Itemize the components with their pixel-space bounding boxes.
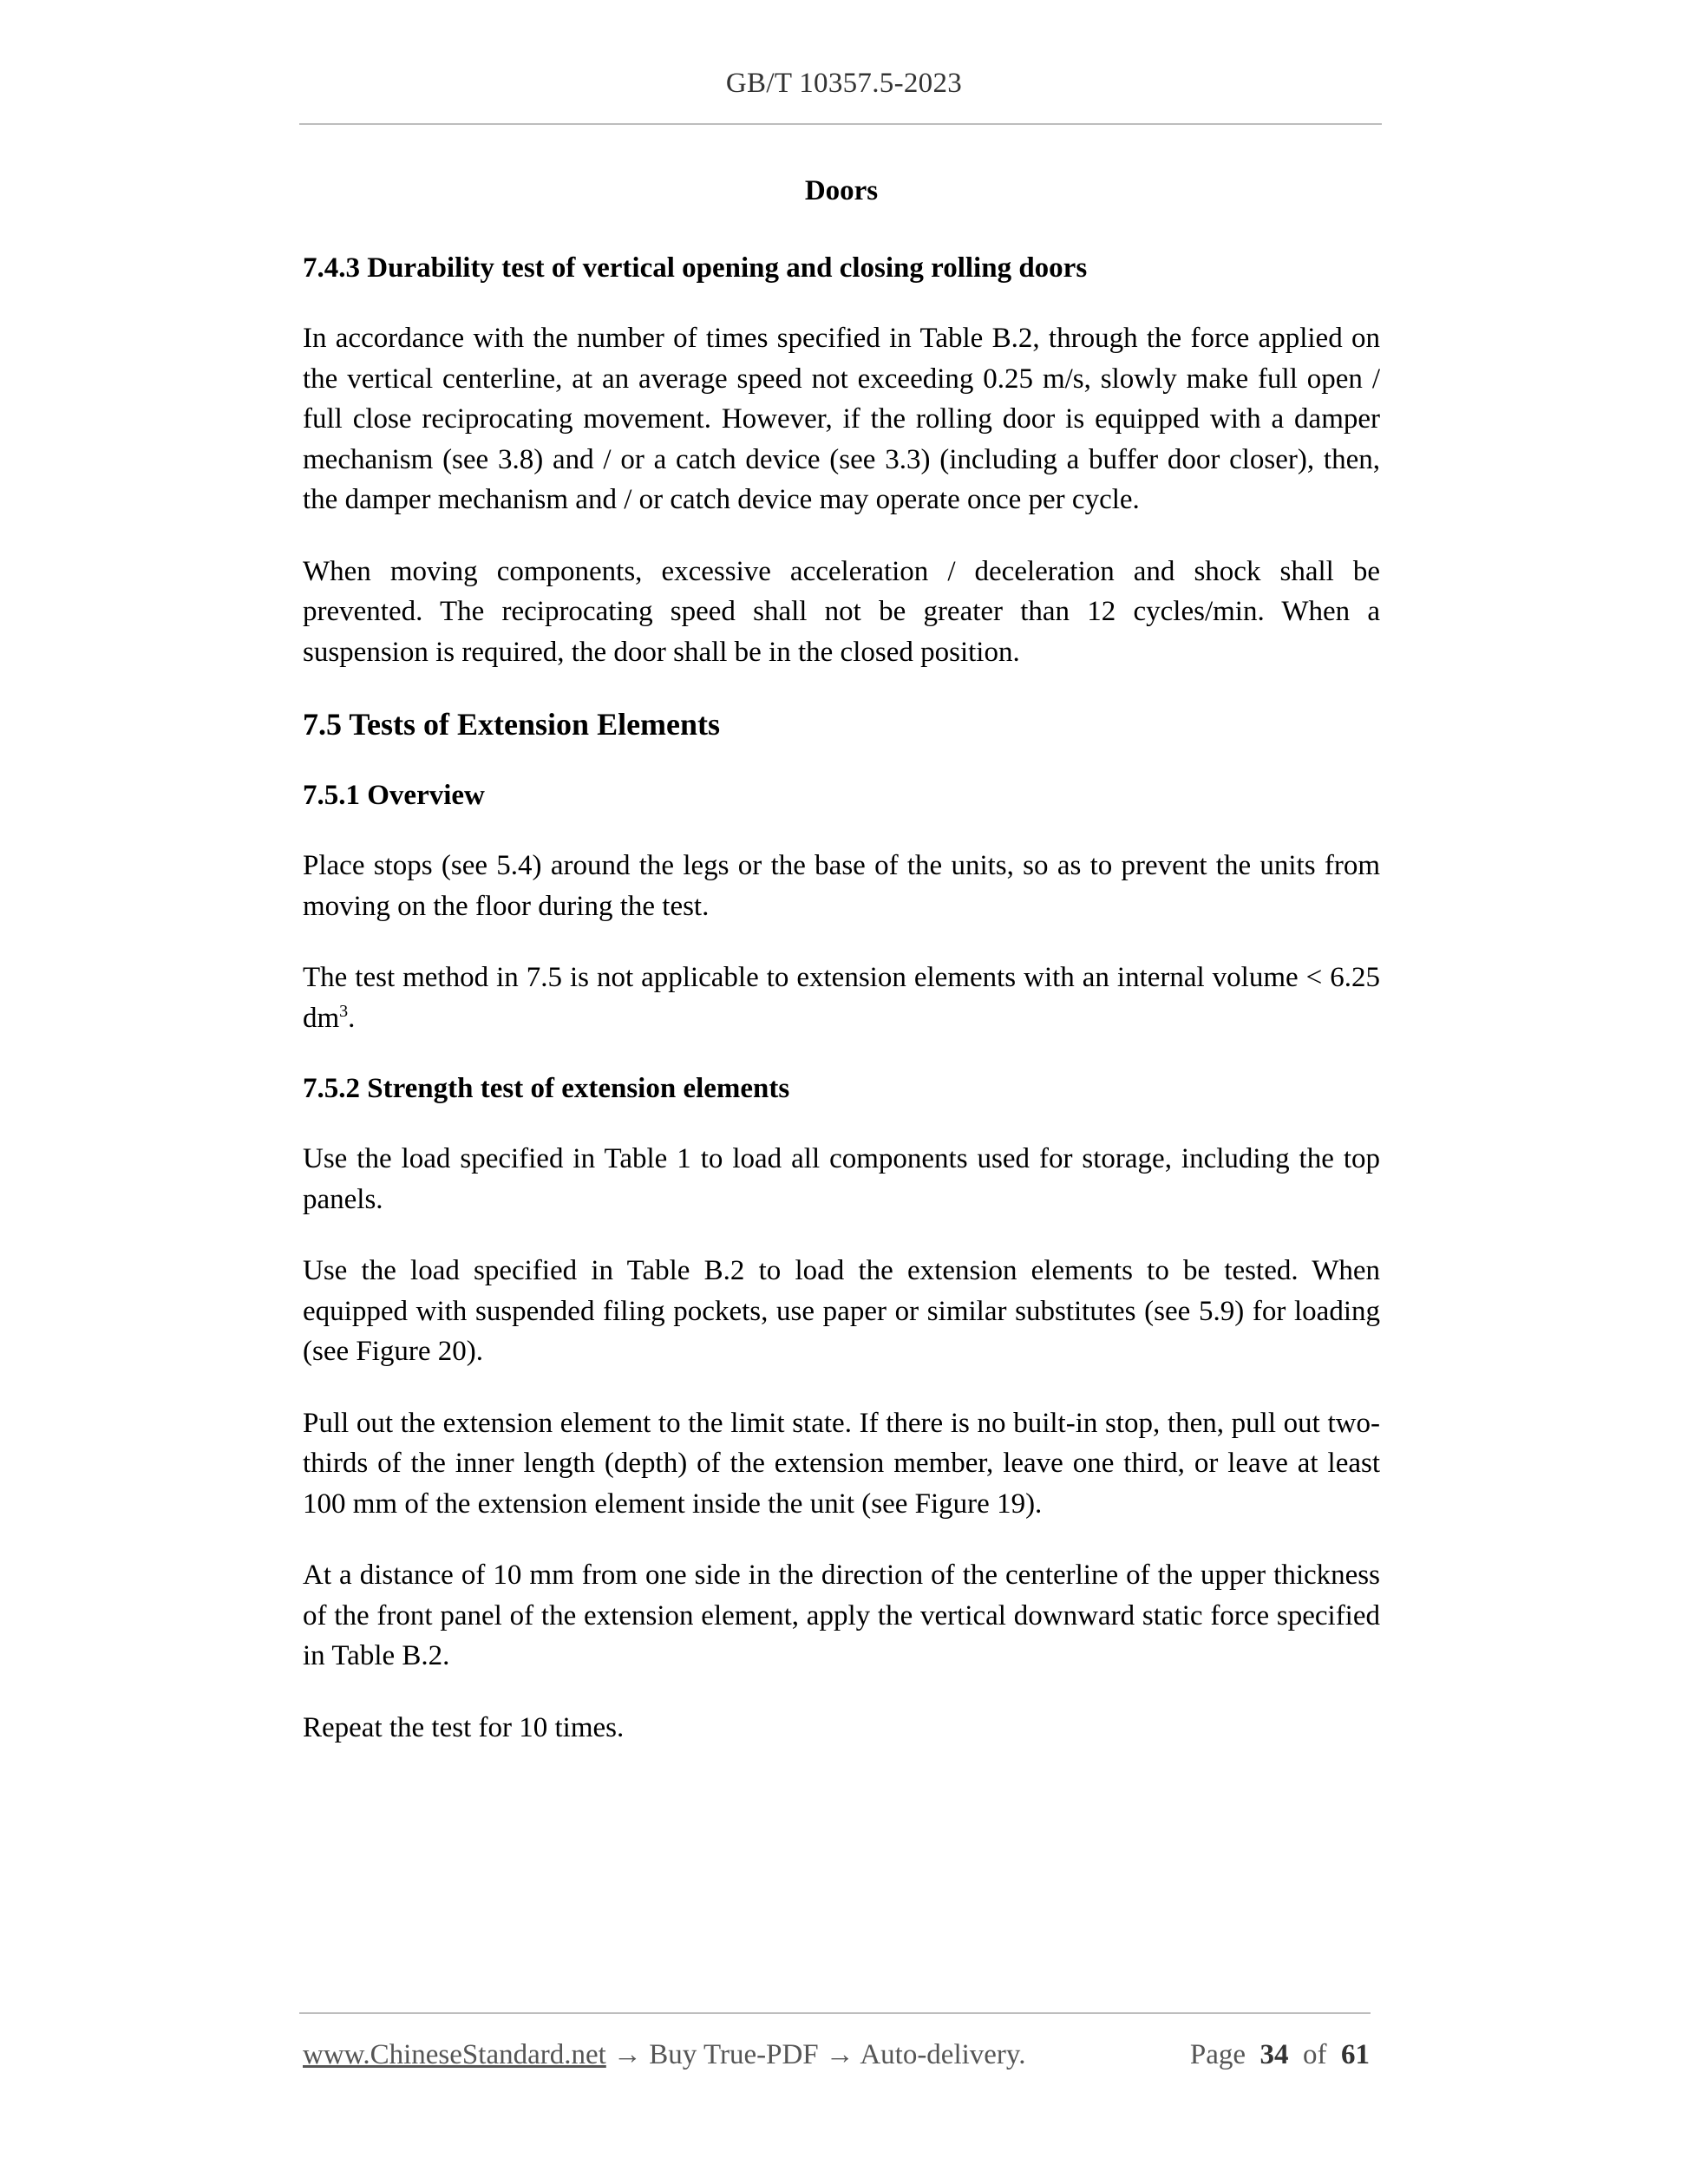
sentence-period: . [348, 1002, 356, 1034]
of-label: of [1303, 2039, 1327, 2070]
section-7-5-heading: 7.5 Tests of Extension Elements [303, 707, 721, 742]
section-7-5-1-paragraph-2 [303, 958, 1380, 1038]
website-link[interactable]: www.ChineseStandard.net [303, 2039, 606, 2070]
footer-divider [299, 2012, 1371, 2014]
section-7-5-2-heading: 7.5.2 Strength test of extension elements [303, 1073, 790, 1104]
cubic-superscript: 3 [339, 1001, 349, 1021]
footer-promo [303, 2036, 1026, 2074]
section-7-4-3-heading: 7.4.3 Durability test of vertical opening and closing rolling doors [303, 252, 1088, 284]
section-7-5-2-paragraph-5: Repeat the test for 10 times. [303, 1711, 625, 1743]
doors-heading: Doors [804, 175, 879, 206]
arrow-right-icon: → [825, 2039, 854, 2070]
section-7-4-3-paragraph-1: In accordance with the number of times specified in Table B.2, through the force applied on the vertical centerline, at an average speed not exceeding 0.25 m/s, slowly make full open / full close reciprocating movement. However, if the rolling door is equipped with a damper mechanism (see 3.8) and / or a catch device (see 3.3) (including a buffer door closer), then, the damper mechanism and / or catch device may operate once per cycle. [303, 323, 1380, 515]
page-indicator [1190, 2036, 1370, 2074]
section-7-5-2-paragraph-4: At a distance of 10 mm from one side in the direction of the centerline of the upper thickness of the front panel of the extension element, apply the vertical downward static force specified in Table B.2. [303, 1560, 1380, 1671]
section-7-5-1-heading: 7.5.1 Overview [303, 780, 485, 811]
page-label: Page [1189, 2039, 1246, 2070]
section-7-5-1-paragraph-1: Place stops (see 5.4) around the legs or the base of the units, so as to prevent the units from moving on the floor during the test. [303, 850, 1380, 922]
auto-delivery-text: Auto-delivery. [860, 2039, 1026, 2070]
header-divider [299, 123, 1382, 125]
current-page-number: 34 [1259, 2039, 1289, 2070]
section-7-5-2-paragraph-2: Use the load specified in Table B.2 to load the extension elements to be tested. When equipped with suspended filing pockets, use paper or similar substitutes (see 5.9) for loading (see Figure 20). [303, 1255, 1380, 1367]
arrow-right-icon: → [613, 2039, 643, 2070]
buy-pdf-text: Buy True-PDF [649, 2039, 819, 2070]
total-pages: 61 [1341, 2039, 1370, 2070]
page-content [303, 169, 1380, 1779]
section-7-5-2-paragraph-1: Use the load specified in Table 1 to load all components used for storage, including the top panels. [303, 1143, 1380, 1215]
section-7-5-2-paragraph-3: Pull out the extension element to the limit state. If there is no built-in stop, then, pull out two-thirds of the inner length (depth) of the extension member, leave one third, or leave at least 100 mm of the extension element inside the unit (see Figure 19). [303, 1407, 1380, 1520]
page-header: GB/T 10357.5-2023 [725, 68, 963, 99]
section-7-4-3-paragraph-2: When moving components, excessive acceleration / deceleration and shock shall be prevented. The reciprocating speed shall not be greater than 12 cycles/min. When a suspension is required, the door shall be in the closed position. [303, 555, 1380, 668]
volume-limit-text: The test method in 7.5 is not applicable to extension elements with an internal volume < 6.25 dm [303, 962, 1380, 1034]
